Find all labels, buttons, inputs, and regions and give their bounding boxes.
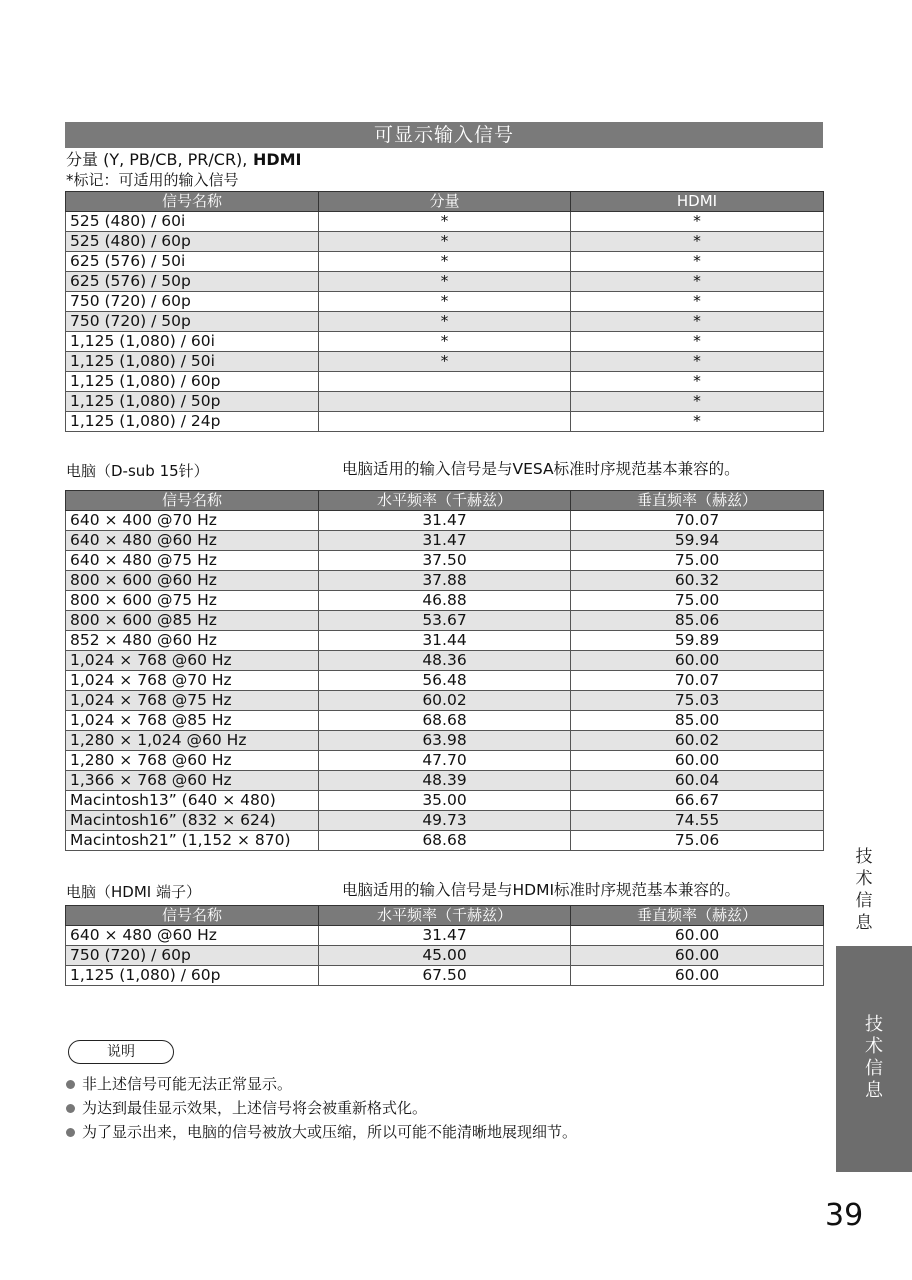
signal-name-cell: Macintosh21” (1,152 × 870) (66, 831, 319, 851)
side-tab-label: 技术信息 (865, 1014, 883, 1101)
component-support-cell: * (319, 232, 571, 252)
table-row (66, 531, 824, 551)
table-row (66, 711, 824, 731)
table-row (66, 292, 824, 312)
v-freq-cell: 60.00 (571, 966, 824, 986)
signal-name-cell: 640 × 400 @70 Hz (66, 511, 319, 531)
signal-name-cell: Macintosh13” (640 × 480) (66, 791, 319, 811)
table-row (66, 232, 824, 252)
note-item (66, 1096, 577, 1120)
signal-name-cell: 1,125 (1,080) / 24p (66, 412, 319, 432)
v-freq-cell: 60.02 (571, 731, 824, 751)
signal-name-cell: 1,024 × 768 @60 Hz (66, 651, 319, 671)
col-header-signal-name: 信号名称 (66, 906, 319, 926)
pc-dsub-signal-table (65, 490, 824, 851)
table-row (66, 691, 824, 711)
col-header-h-freq: 水平频率（千赫兹） (319, 906, 571, 926)
signal-name-cell: 800 × 600 @85 Hz (66, 611, 319, 631)
pc-dsub-label: 电脑（D-sub 15针） (66, 462, 209, 480)
component-support-cell: * (319, 312, 571, 332)
signal-name-cell: 852 × 480 @60 Hz (66, 631, 319, 651)
v-freq-cell: 75.03 (571, 691, 824, 711)
table-row (66, 212, 824, 232)
table-row (66, 332, 824, 352)
v-freq-cell: 75.06 (571, 831, 824, 851)
h-freq-cell: 37.50 (319, 551, 571, 571)
note-item (66, 1072, 577, 1096)
component-signal-table (65, 191, 824, 432)
hdmi-support-cell: * (571, 392, 824, 412)
pc-dsub-description: 电脑适用的输入信号是与VESA标准时序规范基本兼容的。 (342, 460, 740, 478)
h-freq-cell: 31.47 (319, 511, 571, 531)
pc-hdmi-signal-table (65, 905, 824, 986)
table-row (66, 272, 824, 292)
table-header-row (66, 906, 824, 926)
signal-name-cell: 1,024 × 768 @85 Hz (66, 711, 319, 731)
table-row (66, 412, 824, 432)
bullet-icon (66, 1104, 75, 1113)
pc-hdmi-label: 电脑（HDMI 端子） (66, 883, 201, 901)
h-freq-cell: 31.47 (319, 531, 571, 551)
signal-name-cell: 750 (720) / 60p (66, 946, 319, 966)
signal-name-cell: 525 (480) / 60p (66, 232, 319, 252)
signal-name-cell: 800 × 600 @75 Hz (66, 591, 319, 611)
side-section-label: 技术信息 (855, 847, 873, 933)
table-row (66, 551, 824, 571)
signal-name-cell: 1,280 × 1,024 @60 Hz (66, 731, 319, 751)
table-row (66, 352, 824, 372)
h-freq-cell: 56.48 (319, 671, 571, 691)
hdmi-support-cell: * (571, 332, 824, 352)
component-support-cell (319, 412, 571, 432)
v-freq-cell: 75.00 (571, 551, 824, 571)
signal-name-cell: 525 (480) / 60i (66, 212, 319, 232)
table-row (66, 771, 824, 791)
v-freq-cell: 85.06 (571, 611, 824, 631)
table-header-row (66, 192, 824, 212)
table-row (66, 811, 824, 831)
v-freq-cell: 60.04 (571, 771, 824, 791)
signal-name-cell: 1,024 × 768 @70 Hz (66, 671, 319, 691)
col-header-v-freq: 垂直频率（赫兹） (571, 906, 824, 926)
v-freq-cell: 74.55 (571, 811, 824, 831)
table-row (66, 946, 824, 966)
h-freq-cell: 60.02 (319, 691, 571, 711)
signal-name-cell: Macintosh16” (832 × 624) (66, 811, 319, 831)
col-header-h-freq: 水平频率（千赫兹） (319, 491, 571, 511)
component-heading (66, 150, 302, 170)
table-row (66, 731, 824, 751)
hdmi-support-cell: * (571, 372, 824, 392)
col-header-signal-name: 信号名称 (66, 192, 319, 212)
v-freq-cell: 60.00 (571, 651, 824, 671)
v-freq-cell: 85.00 (571, 711, 824, 731)
component-support-cell: * (319, 352, 571, 372)
h-freq-cell: 49.73 (319, 811, 571, 831)
v-freq-cell: 60.00 (571, 926, 824, 946)
component-heading-hdmi: HDMI (247, 150, 302, 169)
h-freq-cell: 53.67 (319, 611, 571, 631)
component-support-cell: * (319, 252, 571, 272)
hdmi-support-cell: * (571, 232, 824, 252)
v-freq-cell: 60.00 (571, 946, 824, 966)
h-freq-cell: 48.36 (319, 651, 571, 671)
v-freq-cell: 60.00 (571, 751, 824, 771)
side-tab[interactable] (836, 946, 912, 1172)
h-freq-cell: 31.47 (319, 926, 571, 946)
signal-name-cell: 1,280 × 768 @60 Hz (66, 751, 319, 771)
table-row (66, 651, 824, 671)
hdmi-support-cell: * (571, 292, 824, 312)
col-header-component: 分量 (319, 192, 571, 212)
hdmi-support-cell: * (571, 312, 824, 332)
table-row (66, 252, 824, 272)
bullet-icon (66, 1080, 75, 1089)
table-row (66, 312, 824, 332)
signal-name-cell: 1,366 × 768 @60 Hz (66, 771, 319, 791)
signal-name-cell: 1,125 (1,080) / 50p (66, 392, 319, 412)
table-row (66, 511, 824, 531)
h-freq-cell: 47.70 (319, 751, 571, 771)
component-support-cell (319, 392, 571, 412)
signal-name-cell: 640 × 480 @60 Hz (66, 926, 319, 946)
hdmi-support-cell: * (571, 212, 824, 232)
h-freq-cell: 48.39 (319, 771, 571, 791)
table-row (66, 392, 824, 412)
table-row (66, 611, 824, 631)
v-freq-cell: 66.67 (571, 791, 824, 811)
v-freq-cell: 75.00 (571, 591, 824, 611)
page-number: 39 (825, 1198, 864, 1233)
col-header-signal-name: 信号名称 (66, 491, 319, 511)
note-text: 非上述信号可能无法正常显示。 (82, 1075, 293, 1093)
col-header-v-freq: 垂直频率（赫兹） (571, 491, 824, 511)
component-support-cell: * (319, 272, 571, 292)
v-freq-cell: 70.07 (571, 671, 824, 691)
h-freq-cell: 63.98 (319, 731, 571, 751)
component-note: *标记：可适用的输入信号 (66, 171, 239, 189)
signal-name-cell: 800 × 600 @60 Hz (66, 571, 319, 591)
hdmi-support-cell: * (571, 272, 824, 292)
h-freq-cell: 35.00 (319, 791, 571, 811)
signal-name-cell: 1,125 (1,080) / 60p (66, 372, 319, 392)
signal-name-cell: 625 (576) / 50p (66, 272, 319, 292)
note-item (66, 1120, 577, 1144)
table-row (66, 791, 824, 811)
table-row (66, 671, 824, 691)
signal-name-cell: 1,125 (1,080) / 50i (66, 352, 319, 372)
v-freq-cell: 60.32 (571, 571, 824, 591)
hdmi-support-cell: * (571, 412, 824, 432)
h-freq-cell: 45.00 (319, 946, 571, 966)
component-support-cell (319, 372, 571, 392)
table-row (66, 751, 824, 771)
notes-list (66, 1072, 577, 1144)
notes-label: 说明 (68, 1040, 174, 1064)
table-row (66, 571, 824, 591)
h-freq-cell: 68.68 (319, 711, 571, 731)
note-text: 为达到最佳显示效果，上述信号将会被重新格式化。 (82, 1099, 428, 1117)
bullet-icon (66, 1128, 75, 1137)
signal-name-cell: 1,125 (1,080) / 60i (66, 332, 319, 352)
table-row (66, 926, 824, 946)
table-row (66, 591, 824, 611)
component-support-cell: * (319, 292, 571, 312)
h-freq-cell: 31.44 (319, 631, 571, 651)
table-row (66, 372, 824, 392)
signal-name-cell: 750 (720) / 50p (66, 312, 319, 332)
h-freq-cell: 68.68 (319, 831, 571, 851)
table-row (66, 831, 824, 851)
table-header-row (66, 491, 824, 511)
signal-name-cell: 625 (576) / 50i (66, 252, 319, 272)
table-row (66, 631, 824, 651)
hdmi-support-cell: * (571, 252, 824, 272)
component-heading-prefix: 分量 (Y, PB/CB, PR/CR), (66, 150, 248, 169)
hdmi-support-cell: * (571, 352, 824, 372)
v-freq-cell: 59.89 (571, 631, 824, 651)
component-support-cell: * (319, 212, 571, 232)
table-row (66, 966, 824, 986)
component-support-cell: * (319, 332, 571, 352)
signal-name-cell: 640 × 480 @75 Hz (66, 551, 319, 571)
h-freq-cell: 67.50 (319, 966, 571, 986)
col-header-hdmi: HDMI (571, 192, 824, 212)
signal-name-cell: 1,125 (1,080) / 60p (66, 966, 319, 986)
h-freq-cell: 37.88 (319, 571, 571, 591)
h-freq-cell: 46.88 (319, 591, 571, 611)
signal-name-cell: 750 (720) / 60p (66, 292, 319, 312)
v-freq-cell: 70.07 (571, 511, 824, 531)
note-text: 为了显示出来，电脑的信号被放大或压缩，所以可能不能清晰地展现细节。 (82, 1123, 578, 1141)
pc-hdmi-description: 电脑适用的输入信号是与HDMI标准时序规范基本兼容的。 (342, 881, 741, 899)
page-title: 可显示输入信号 (65, 122, 823, 148)
v-freq-cell: 59.94 (571, 531, 824, 551)
signal-name-cell: 1,024 × 768 @75 Hz (66, 691, 319, 711)
signal-name-cell: 640 × 480 @60 Hz (66, 531, 319, 551)
